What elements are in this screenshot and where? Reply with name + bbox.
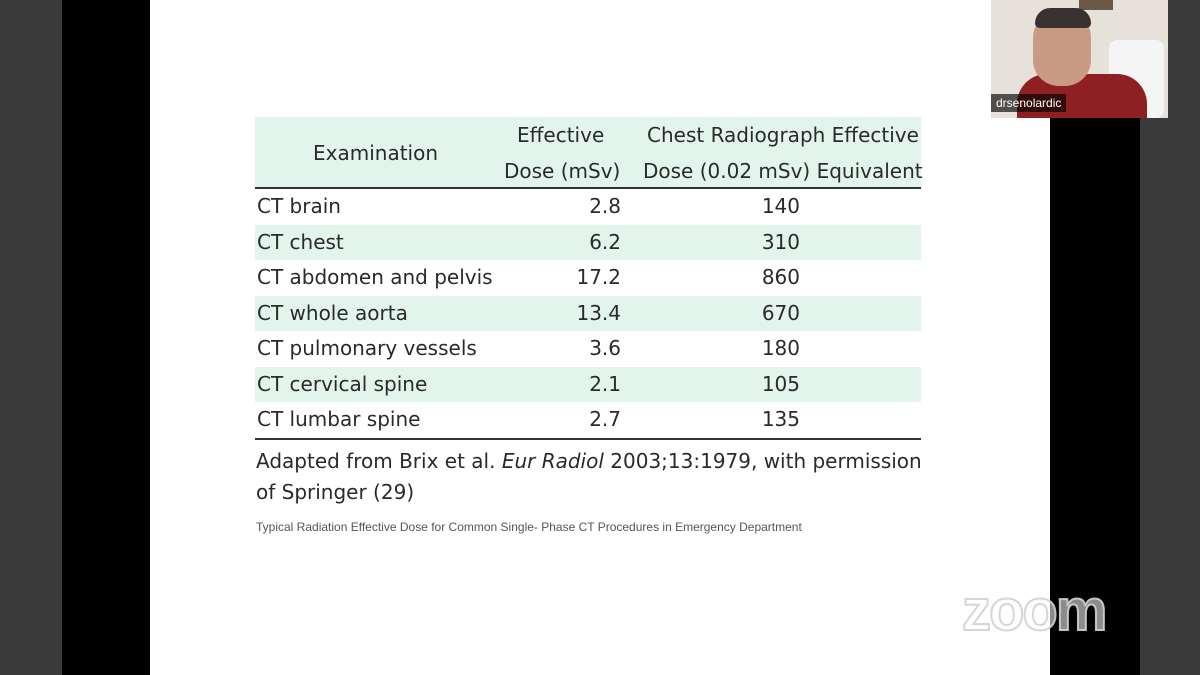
table-row <box>255 260 921 296</box>
cell-dose: 17.2 <box>576 265 621 289</box>
note-post: 2003;13:1979, with permission of Springer (29) <box>256 449 922 504</box>
cell-exam: CT cervical spine <box>257 371 428 396</box>
source-note <box>256 446 936 508</box>
zoom-logo-watermark: zoom <box>962 578 1106 643</box>
table-row <box>255 331 921 367</box>
cell-equiv: 180 <box>761 336 800 360</box>
header-equiv-line2: Dose (0.02 mSv) Equivalent <box>643 159 923 183</box>
participant-video-tile[interactable] <box>991 0 1168 118</box>
note-journal: Eur Radiol <box>501 449 604 473</box>
table-row <box>255 367 921 403</box>
note-pre: Adapted from Brix et al. <box>256 449 502 473</box>
cell-dose: 2.8 <box>589 194 621 218</box>
cell-dose: 3.6 <box>589 336 621 360</box>
table-row <box>255 402 921 438</box>
left-margin <box>0 0 62 675</box>
cell-dose: 13.4 <box>576 300 621 325</box>
cell-equiv: 860 <box>761 265 800 289</box>
table-row <box>255 225 921 261</box>
cell-exam: CT whole aorta <box>257 300 408 325</box>
table-header <box>255 117 921 189</box>
left-letterbox <box>62 0 150 675</box>
table-bottom-rule <box>255 438 921 440</box>
cell-exam: CT chest <box>257 229 344 254</box>
cell-dose: 2.7 <box>589 407 621 431</box>
cell-equiv: 105 <box>761 371 800 396</box>
cell-dose: 6.2 <box>589 229 621 254</box>
cell-equiv: 135 <box>761 407 800 431</box>
header-equiv-line1: Chest Radiograph Effective <box>647 123 919 147</box>
table-row <box>255 189 921 225</box>
participant-name-label: drsenolardic <box>991 94 1066 112</box>
header-examination: Examination <box>313 141 439 165</box>
cell-exam: CT pulmonary vessels <box>257 336 477 360</box>
table-row <box>255 296 921 332</box>
cell-exam: CT lumbar spine <box>257 407 421 431</box>
cell-equiv: 140 <box>761 194 800 218</box>
cell-equiv: 670 <box>761 300 800 325</box>
dose-table <box>255 117 921 440</box>
wall-picture <box>1079 0 1113 10</box>
cell-dose: 2.1 <box>589 371 621 396</box>
header-dose-line2: Dose (mSv) <box>504 159 621 183</box>
slide-caption: Typical Radiation Effective Dose for Common Single- Phase CT Procedures in Emergency Department <box>256 520 802 534</box>
cell-exam: CT brain <box>257 194 341 218</box>
cell-equiv: 310 <box>761 229 800 254</box>
cell-exam: CT abdomen and pelvis <box>257 265 493 289</box>
header-dose-line1: Effective <box>517 123 605 147</box>
participant-hair <box>1035 8 1091 28</box>
